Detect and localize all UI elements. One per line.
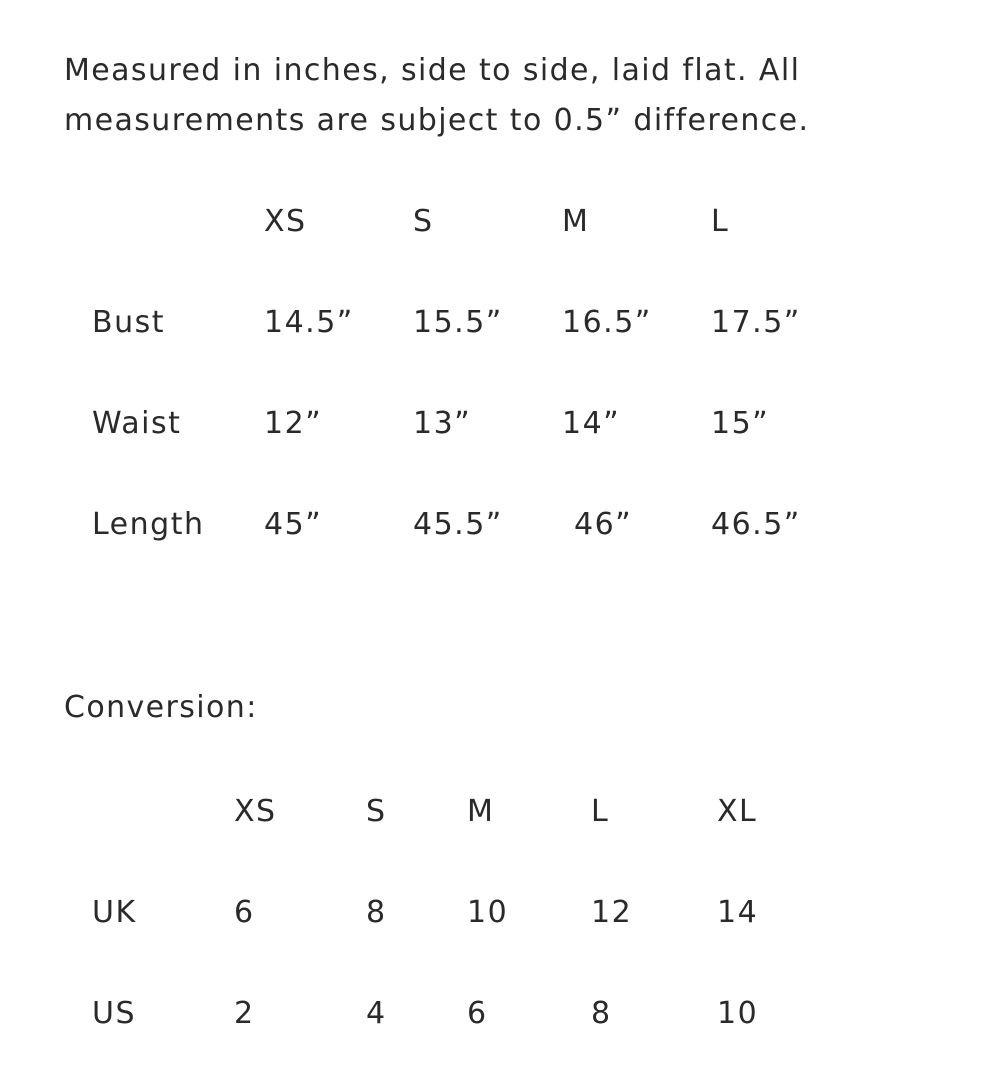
conv-header-xs: XS bbox=[234, 794, 277, 829]
uk-xs-value: 6 bbox=[234, 895, 255, 930]
waist-xs-value: 12” bbox=[264, 406, 323, 441]
uk-m-value: 10 bbox=[467, 895, 509, 930]
uk-xl-value: 14 bbox=[717, 895, 759, 930]
uk-l-value: 12 bbox=[591, 895, 633, 930]
conv-header-l: L bbox=[591, 794, 610, 829]
intro-text bbox=[64, 46, 964, 146]
size-header-s: S bbox=[413, 204, 434, 239]
intro-line-1: Measured in inches, side to side, laid flat. All bbox=[64, 53, 801, 88]
us-l-value: 8 bbox=[591, 996, 612, 1031]
uk-s-value: 8 bbox=[366, 895, 387, 930]
row-label-waist: Waist bbox=[92, 406, 182, 441]
length-s-value: 45.5” bbox=[413, 507, 503, 542]
bust-xs-value: 14.5” bbox=[264, 305, 354, 340]
us-xl-value: 10 bbox=[717, 996, 759, 1031]
length-m-value: 46” bbox=[574, 507, 633, 542]
size-header-l: L bbox=[711, 204, 730, 239]
intro-line-2: measurements are subject to 0.5” difference. bbox=[64, 103, 810, 138]
bust-m-value: 16.5” bbox=[562, 305, 652, 340]
us-m-value: 6 bbox=[467, 996, 488, 1031]
us-s-value: 4 bbox=[366, 996, 387, 1031]
waist-l-value: 15” bbox=[711, 406, 770, 441]
bust-l-value: 17.5” bbox=[711, 305, 801, 340]
waist-s-value: 13” bbox=[413, 406, 472, 441]
size-header-m: M bbox=[562, 204, 590, 239]
conv-header-xl: XL bbox=[717, 794, 758, 829]
bust-s-value: 15.5” bbox=[413, 305, 503, 340]
conv-header-s: S bbox=[366, 794, 387, 829]
conv-header-m: M bbox=[467, 794, 495, 829]
size-header-xs: XS bbox=[264, 204, 307, 239]
length-l-value: 46.5” bbox=[711, 507, 801, 542]
row-label-length: Length bbox=[92, 507, 205, 542]
waist-m-value: 14” bbox=[562, 406, 621, 441]
row-label-uk: UK bbox=[92, 895, 137, 930]
length-xs-value: 45” bbox=[264, 507, 323, 542]
row-label-us: US bbox=[92, 996, 137, 1031]
conversion-title: Conversion: bbox=[64, 690, 258, 725]
row-label-bust: Bust bbox=[92, 305, 165, 340]
us-xs-value: 2 bbox=[234, 996, 255, 1031]
